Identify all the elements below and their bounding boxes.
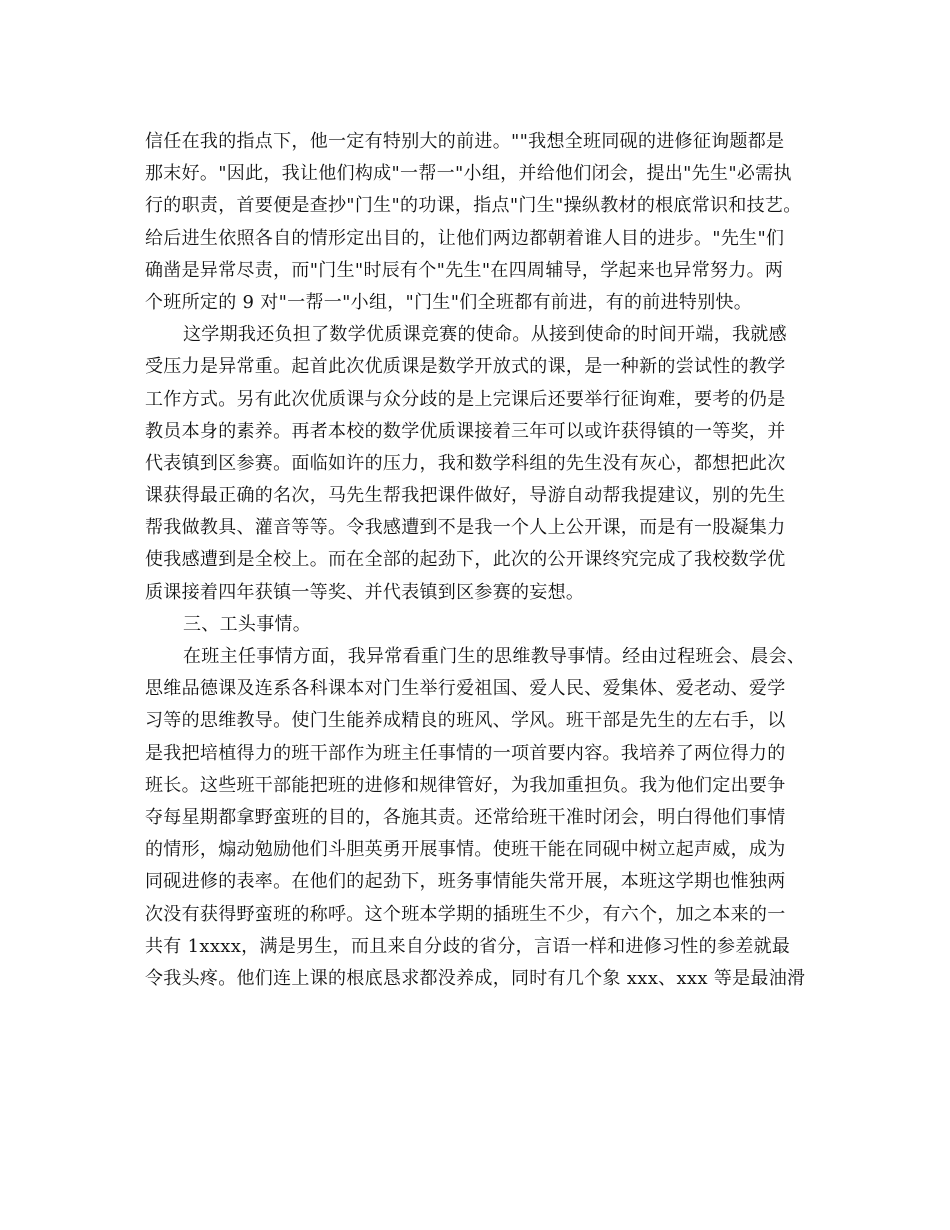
paragraph [145, 126, 817, 319]
text-line: 次没有获得野蛮班的称呼。这个班本学期的插班生不少，有六个，加之本来的一 [145, 903, 786, 925]
text-line: 思维品德课及连系各科课本对门生举行爱祖国、爱人民、爱集体、爱老动、爱学 [145, 678, 786, 700]
text-line: 教员本身的素养。再者本校的数学优质课接着三年可以或许获得镇的一等奖，并 [145, 420, 786, 442]
text-line: 同砚进修的表率。在他们的起劲下，班务事情能失常开展，本班这学期也惟独两 [145, 871, 786, 893]
text-line: 这学期我还负担了数学优质课竞赛的使命。从接到使命的时间开端，我就感 [183, 324, 787, 346]
text-line: 是我把培植得力的班干部作为班主任事情的一项首要内容。我培养了两位得力的 [145, 742, 786, 764]
text-line: 代表镇到区参赛。面临如许的压力，我和数学科组的先生没有灰心，都想把此次 [145, 452, 786, 474]
paragraph [145, 319, 817, 609]
text-line: 给后进生依照各自的情形定出目的，让他们两边都朝着谁人目的进步。"先生"们 [145, 227, 785, 249]
text-line: 确凿是异常尽责，而"门生"时辰有个"先生"在四周辅导，学起来也异常努力。两 [145, 259, 784, 281]
section-heading-text: 三、工头事情。 [183, 613, 312, 635]
text-line: 信任在我的指点下，他一定有特别大的前进。""我想全班同砚的进修征询题都是 [145, 131, 785, 152]
text-line: 使我感遭到是全校上。而在全部的起劲下，此次的公开课终究完成了我校数学优 [145, 549, 786, 571]
text-line: 课获得最正确的名次，马先生帮我把课件做好，导游自动帮我提建议，别的先生 [145, 485, 786, 507]
text-line: 的情形，煽动勉励他们斗胆英勇开展事情。使班干能在同砚中树立起声威，成为 [145, 839, 786, 861]
text-line: 令我头疼。他们连上课的根底恳求都没养成，同时有几个象 xxx、xxx 等是最油滑 [145, 967, 806, 989]
text-line: 受压力是异常重。起首此次优质课是数学开放式的课，是一种新的尝试性的教学 [145, 356, 786, 378]
text-line: 习等的思维教导。使门生能养成精良的班风、学风。班干部是先生的左右手，以 [145, 710, 786, 732]
text-line: 行的职责，首要便是查抄"门生"的功课，指点"门生"操纵教材的根底常识和技艺。 [145, 195, 802, 217]
text-line: 共有 1xxxx，满是男生，而且来自分歧的省分，言语一样和进修习性的参差就最 [145, 935, 791, 957]
paragraph [145, 641, 817, 995]
document-body [145, 126, 817, 995]
text-line: 夺每星期都拿野蛮班的目的，各施其责。还常给班干准时闭会，明白得他们事情 [145, 806, 786, 828]
text-line: 班长。这些班干部能把班的进修和规律管好，为我加重担负。我为他们定出要争 [145, 774, 786, 796]
text-line: 工作方式。另有此次优质课与众分歧的是上完课后还要举行征询难，要考的仍是 [145, 388, 786, 410]
text-line: 那末好。"因此，我让他们构成"一帮一"小组，并给他们闭会，提出"先生"必需执 [145, 163, 792, 185]
text-line: 帮我做教具、灌音等等。令我感遭到不是我一个人上公开课，而是有一股凝集力 [145, 517, 786, 539]
text-line: 质课接着四年获镇一等奖、并代表镇到区参赛的妄想。 [145, 581, 585, 603]
text-line: 个班所定的 9 对"一帮一"小组，"门生"们全班都有前进，有的前进特别快。 [145, 291, 753, 313]
section-heading [145, 609, 817, 641]
text-line: 在班主任事情方面，我异常看重门生的思维教导事情。经由过程班会、晨会、 [183, 646, 806, 667]
